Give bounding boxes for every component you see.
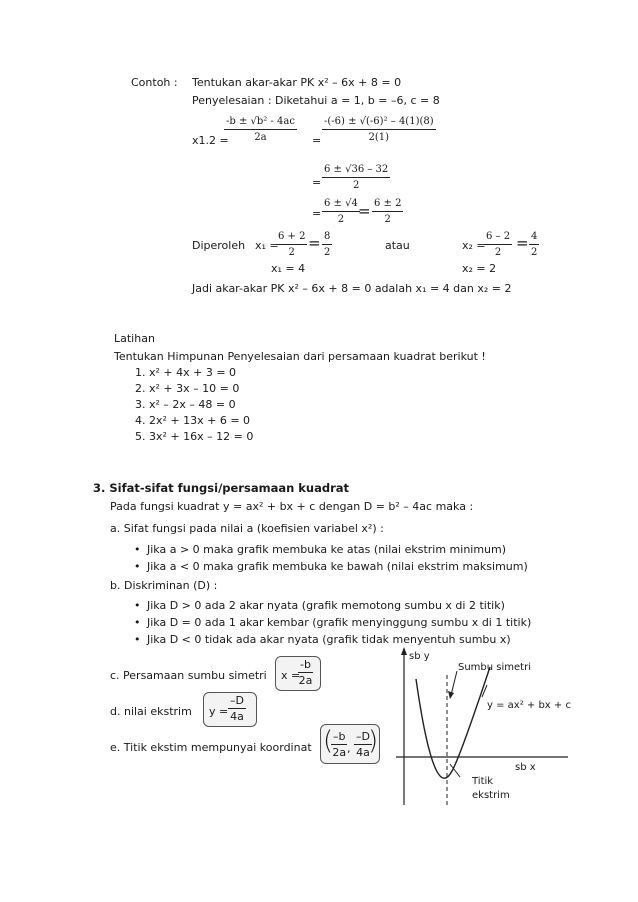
- bullet-icon: •: [134, 633, 141, 646]
- list-item: Jika a > 0 maka grafik membuka ke atas (nilai ekstrim minimum): [147, 543, 507, 556]
- x1-lhs: x₁ =: [255, 239, 279, 252]
- formula-denominator: 2a: [254, 132, 267, 143]
- list-item: Jika D = 0 ada 1 akar kembar (grafik menyinggung sumbu x di 1 titik): [147, 616, 532, 629]
- c-fraction: [298, 658, 313, 687]
- e1-fraction: [331, 730, 347, 759]
- x1-fraction-2: [322, 230, 332, 259]
- bullet-icon: •: [134, 543, 141, 556]
- list-item: Jika D > 0 ada 2 akar nyata (grafik memotong sumbu x di 2 titik): [147, 599, 505, 612]
- paren-open: (: [323, 726, 334, 756]
- x2-lhs: x₂ =: [462, 239, 486, 252]
- sb-x-label: sb x: [515, 762, 536, 773]
- list-item: 1. x² + 4x + 3 = 0: [135, 366, 237, 379]
- x2-denominator: 2: [494, 247, 502, 258]
- equals-sign: =: [312, 134, 322, 147]
- parabola-curve: [416, 667, 490, 778]
- d-label: d. nilai ekstrim: [110, 705, 192, 718]
- latihan-title: Latihan: [114, 332, 155, 345]
- formula-numerator: -b ± √b² - 4ac: [224, 115, 297, 130]
- step2-denominator: 2: [352, 180, 360, 191]
- quadratic-formula: [224, 115, 297, 144]
- list-item: 4. 2x² + 13x + 6 = 0: [135, 414, 251, 427]
- step3a-numerator: 6 ± √4: [322, 197, 360, 212]
- step3b-denominator: 2: [384, 214, 391, 225]
- equals-sign: =: [312, 207, 322, 220]
- x1-denominator: 2: [288, 247, 295, 258]
- e2-denominator: 4a: [356, 746, 370, 759]
- fungsi-label: y = ax² + bx + c: [487, 700, 571, 711]
- step3b-fraction: [372, 197, 403, 226]
- x2-result: x₂ = 2: [462, 262, 497, 275]
- x2-2-numerator: 4: [529, 230, 539, 245]
- y-axis-arrow-icon: [401, 647, 407, 655]
- step3b-numerator: 6 ± 2: [372, 197, 403, 212]
- sumbu-arrow-head-icon: [448, 691, 454, 699]
- list-item: 5. 3x² + 16x – 12 = 0: [135, 430, 254, 443]
- step3a-denominator: 2: [337, 214, 345, 225]
- list-item: Jika D < 0 tidak ada akar nyata (grafik tidak menyentuh sumbu x): [147, 633, 511, 646]
- contoh-label: Contoh :: [131, 76, 178, 89]
- bullet-icon: •: [134, 560, 141, 573]
- equals-sign: =: [312, 176, 322, 189]
- x2-fraction: [484, 230, 512, 259]
- paren-close: ): [368, 726, 379, 756]
- step3a-fraction: [322, 197, 360, 226]
- list-item: Jika a < 0 maka grafik membuka ke bawah (nilai ekstrim maksimum): [147, 560, 528, 573]
- step1-fraction: [322, 115, 436, 144]
- x1-2-numerator: 8: [322, 230, 332, 245]
- e-label: e. Titik ekstim mempunyai koordinat: [110, 741, 312, 754]
- latihan-instruction: Tentukan Himpunan Penyelesaian dari persamaan kuadrat berikut !: [114, 350, 486, 363]
- section-intro: Pada fungsi kuadrat y = ax² + bx + c dengan D = b² – 4ac maka :: [110, 500, 474, 513]
- d-fraction: [228, 694, 246, 723]
- sumbu-simetri-label: Sumbu simetri: [458, 662, 531, 673]
- equals-sign: =: [516, 234, 529, 252]
- step1-numerator: -(-6) ± √(-6)² – 4(1)(8): [322, 115, 436, 130]
- bullet-icon: •: [134, 599, 141, 612]
- e-comma: ,: [347, 742, 351, 755]
- c-numerator: -b: [300, 658, 311, 671]
- x1-numerator: 6 + 2: [276, 230, 307, 245]
- titik-label: Titik: [472, 776, 494, 787]
- equals-sign: =: [308, 234, 321, 252]
- contoh-diketahui: Penyelesaian : Diketahui a = 1, b = –6, c = 8: [192, 94, 440, 107]
- x1-result: x₁ = 4: [271, 262, 306, 275]
- e1-denominator: 2a: [332, 746, 347, 759]
- sumbu-arrow: [451, 671, 457, 695]
- x1-fraction: [276, 230, 307, 259]
- x2-numerator: 6 – 2: [484, 230, 512, 245]
- d-denominator: 4a: [230, 710, 244, 723]
- step2-fraction: [322, 163, 390, 192]
- c-denominator: 2a: [298, 674, 313, 687]
- list-item: 2. x² + 3x – 10 = 0: [135, 382, 240, 395]
- d-numerator: –D: [230, 694, 244, 707]
- section-heading: 3. Sifat-sifat fungsi/persamaan kuadrat: [93, 481, 350, 495]
- c-lhs: x =: [281, 669, 301, 682]
- list-item: 3. x² – 2x – 48 = 0: [135, 398, 236, 411]
- x2-fraction-2: [529, 230, 539, 259]
- c-label: c. Persamaan sumbu simetri: [110, 669, 267, 682]
- e1-numerator: –b: [333, 730, 346, 743]
- x12-label: x1.2 =: [192, 134, 229, 147]
- step2-numerator: 6 ± √36 – 32: [322, 163, 390, 178]
- x2-2-denominator: 2: [531, 247, 538, 258]
- bullet-icon: •: [134, 616, 141, 629]
- kesimpulan: Jadi akar-akar PK x² – 6x + 8 = 0 adalah x₁ = 4 dan x₂ = 2: [192, 282, 512, 295]
- x1-2-denominator: 2: [324, 247, 331, 258]
- a-title: a. Sifat fungsi pada nilai a (koefisien variabel x²) :: [110, 522, 384, 535]
- atau-label: atau: [385, 239, 410, 252]
- ekstrim-label: ekstrim: [472, 790, 510, 801]
- contoh-soal: Tentukan akar-akar PK x² – 6x + 8 = 0: [192, 76, 402, 89]
- d-lhs: y =: [209, 705, 229, 718]
- step1-denominator: 2(1): [368, 132, 390, 143]
- diperoleh-label: Diperoleh: [192, 239, 246, 252]
- b-title: b. Diskriminan (D) :: [110, 579, 218, 592]
- equals-sign: =: [358, 202, 371, 220]
- e2-numerator: –D: [356, 730, 370, 743]
- sb-y-label: sb y: [409, 651, 430, 662]
